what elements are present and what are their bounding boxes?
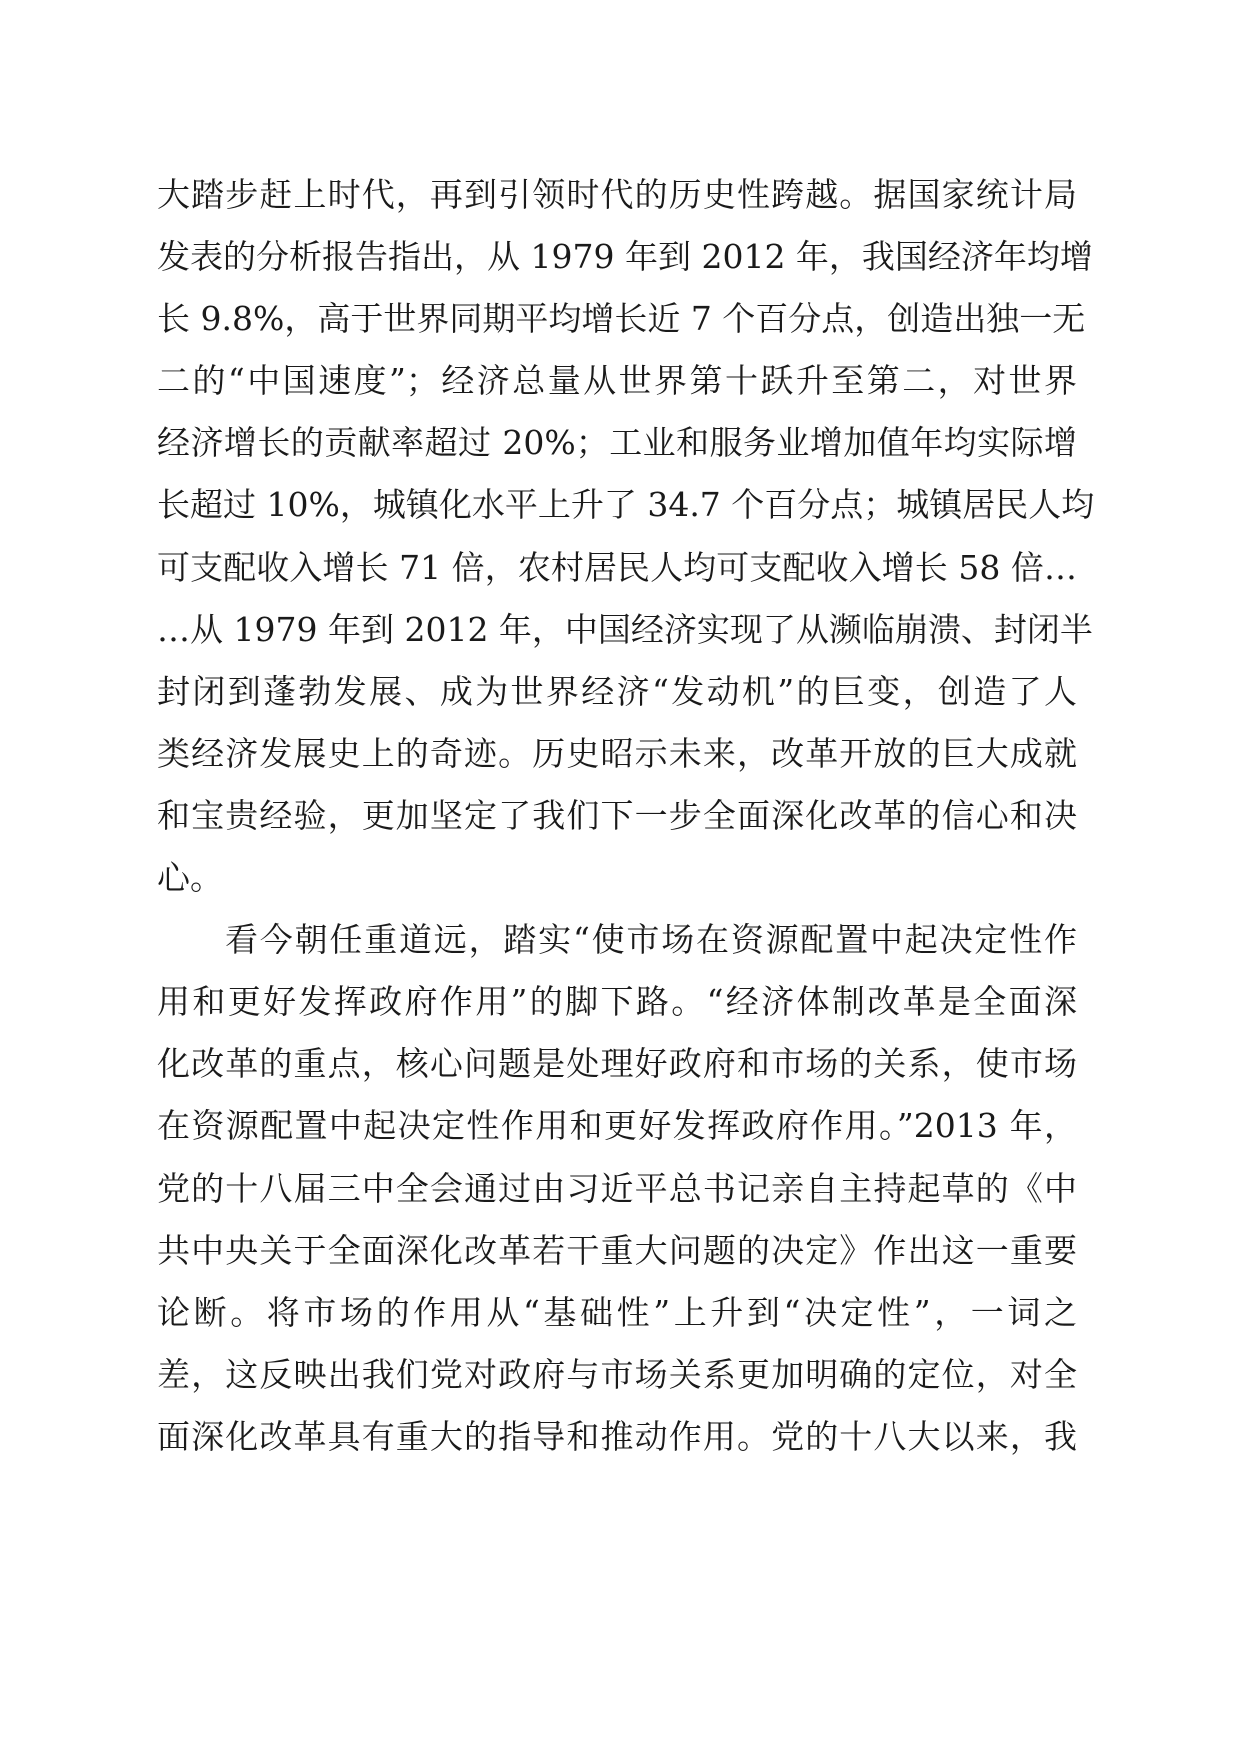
text-line: 大踏步赶上时代，再到引领时代的历史性跨越。据国家统计局: [157, 175, 1077, 214]
text-line: 封闭到蓬勃发展、成为世界经济“发动机”的巨变，创造了人: [157, 671, 1077, 711]
text-line: 经济增长的贡献率超过 20%；工业和服务业增加值年均实际增: [157, 423, 1077, 463]
text-line: 和宝贵经验，更加坚定了我们下一步全面深化改革的信心和决: [157, 795, 1077, 835]
text-line: 面深化改革具有重大的指导和推动作用。党的十八大以来，我: [157, 1416, 1077, 1456]
text-line: 党的十八届三中全会通过由习近平总书记亲自主持起草的《中: [157, 1168, 1077, 1208]
text-line: 可支配收入增长 71 倍，农村居民人均可支配收入增长 58 倍…: [157, 547, 1077, 587]
text-line: 用和更好发挥政府作用”的脚下路。“经济体制改革是全面深: [157, 982, 1077, 1022]
text-line: 化改革的重点，核心问题是处理好政府和市场的关系，使市场: [157, 1044, 1077, 1084]
text-line: 长 9.8%，高于世界同期平均增长近 7 个百分点，创造出独一无: [157, 299, 1086, 339]
text-line: 二的“中国速度”；经济总量从世界第十跃升至第二，对世界: [157, 361, 1077, 401]
text-line: 长超过 10%，城镇化水平上升了 34.7 个百分点；城镇居民人均: [157, 485, 1095, 525]
paragraph-first-line: 看今朝任重道远，踏实“使市场在资源配置中起决定性作: [225, 920, 1077, 960]
text-line: 差，这反映出我们党对政府与市场关系更加明确的定位，对全: [157, 1354, 1077, 1394]
text-line: …从 1979 年到 2012 年，中国经济实现了从濒临崩溃、封闭半: [157, 609, 1093, 649]
paragraph-end-line: 心。: [157, 858, 223, 898]
text-line: 发表的分析报告指出，从 1979 年到 2012 年，我国经济年均增: [157, 237, 1093, 277]
text-line: 类经济发展史上的奇迹。历史昭示未来，改革开放的巨大成就: [157, 733, 1077, 773]
body-text: [157, 164, 1095, 1468]
text-line: 在资源配置中起决定性作用和更好发挥政府作用。”2013 年，: [157, 1106, 1077, 1146]
text-line: 论断。将市场的作用从“基础性”上升到“决定性”，一词之: [157, 1292, 1077, 1332]
text-line: 共中央关于全面深化改革若干重大问题的决定》作出这一重要: [157, 1230, 1077, 1270]
